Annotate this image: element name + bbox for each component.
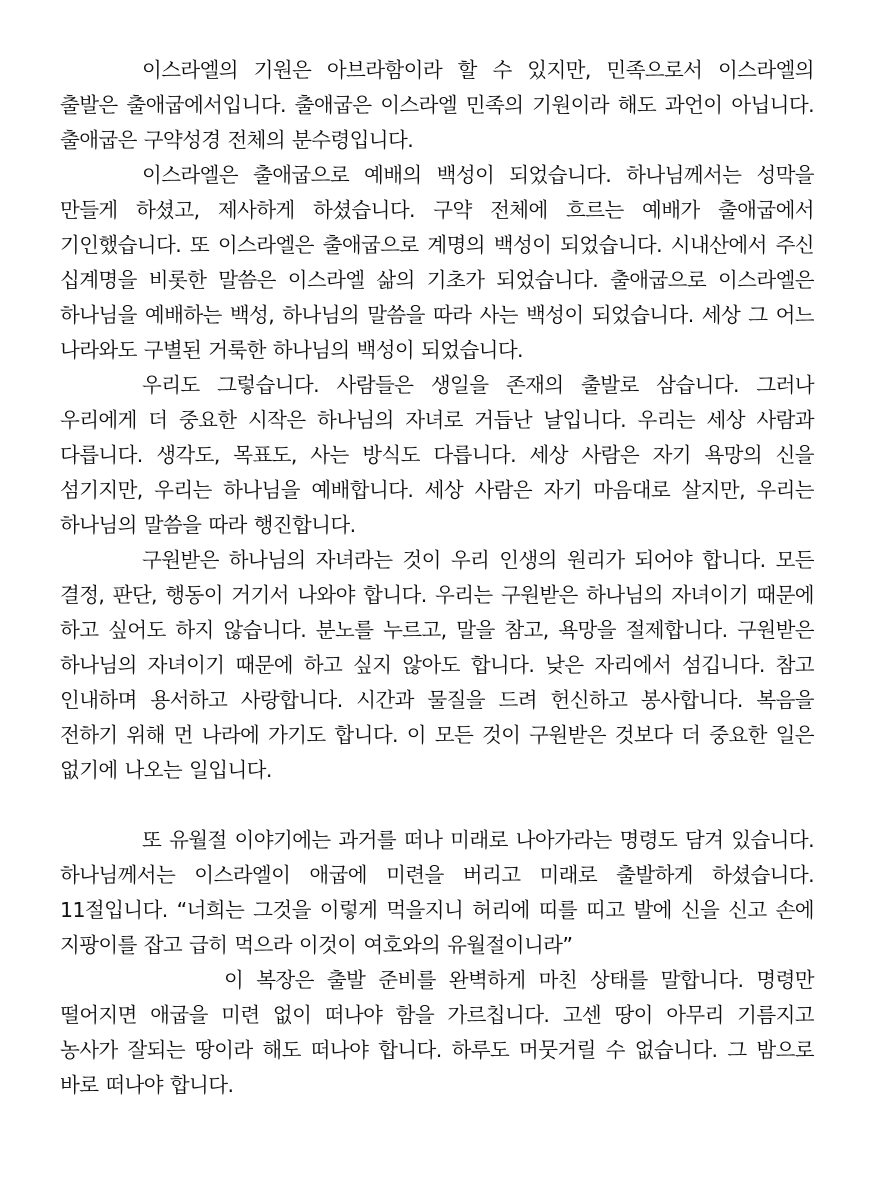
document-body (60, 53, 814, 1103)
paragraph-ready-to-depart: 이 복장은 출발 준비를 완벽하게 마친 상태를 말합니다. 명령만 떨어지면 애굽을 미련 없이 떠나야 함을 가르칩니다. 고센 땅이 아무리 기름지고 농사가 잘되는 땅이라 해도 떠나야 합니다. 하루도 머뭇거릴 수 없습니다. 그 밤으로 바로 떠나야 합니다. (60, 968, 814, 1097)
paragraph-children-of-god: 우리도 그렇습니다. 사람들은 생일을 존재의 출발로 삼습니다. 그러나 우리에게 더 중요한 시작은 하나님의 자녀로 거듭난 날입니다. 우리는 세상 사람과 다릅니다. 생각도, 목표도, 사는 방식도 다릅니다. 세상 사람은 자기 욕망의 신을 섬기지만, 우리는 하나님을 예배합니다. 세상 사람은 자기 마음대로 살지만, 우리는 하나님의 말씀을 따라 행진합니다. (60, 373, 814, 537)
paragraph-passover-command: 또 유월절 이야기에는 과거를 떠나 미래로 나아가라는 명령도 담겨 있습니다. 하나님께서는 이스라엘이 애굽에 미련을 버리고 미래로 출발하게 하셨습니다. 11절입니다. “너희는 그것을 이렇게 먹을지니 허리에 띠를 띠고 발에 신을 신고 손에 지팡이를 잡고 급히 먹으라 이것이 여호와의 유월절이니라” (60, 828, 814, 957)
paragraph-people-of-worship: 이스라엘은 출애굽으로 예배의 백성이 되었습니다. 하나님께서는 성막을 만들게 하셨고, 제사하게 하셨습니다. 구약 전체에 흐르는 예배가 출애굽에서 기인했습니다. 또 이스라엘은 출애굽으로 계명의 백성이 되었습니다. 시내산에서 주신 십계명을 비롯한 말씀은 이스라엘 삶의 기초가 되었습니다. 출애굽으로 이스라엘은 하나님을 예배하는 백성, 하나님의 말씀을 따라 사는 백성이 되었습니다. 세상 그 어느 나라와도 구별된 거룩한 하나님의 백성이 되었습니다. (60, 163, 814, 362)
paragraph-principle-of-life: 구원받은 하나님의 자녀라는 것이 우리 인생의 원리가 되어야 합니다. 모든 결정, 판단, 행동이 거기서 나와야 합니다. 우리는 구원받은 하나님의 자녀이기 때문에 하고 싶어도 하지 않습니다. 분노를 누르고, 말을 참고, 욕망을 절제합니다. 구원받은 하나님의 자녀이기 때문에 하고 싶지 않아도 합니다. 낮은 자리에서 섬깁니다. 참고 인내하며 용서하고 사랑합니다. 시간과 물질을 드려 헌신하고 봉사합니다. 복음을 전하기 위해 먼 나라에 가기도 합니다. 이 모든 것이 구원받은 것보다 더 중요한 일은 없기에 나오는 일입니다. (60, 548, 814, 782)
paragraph-exodus-origin: 이스라엘의 기원은 아브라함이라 할 수 있지만, 민족으로서 이스라엘의 출발은 출애굽에서입니다. 출애굽은 이스라엘 민족의 기원이라 해도 과언이 아닙니다. 출애굽은 구약성경 전체의 분수령입니다. (60, 58, 814, 152)
